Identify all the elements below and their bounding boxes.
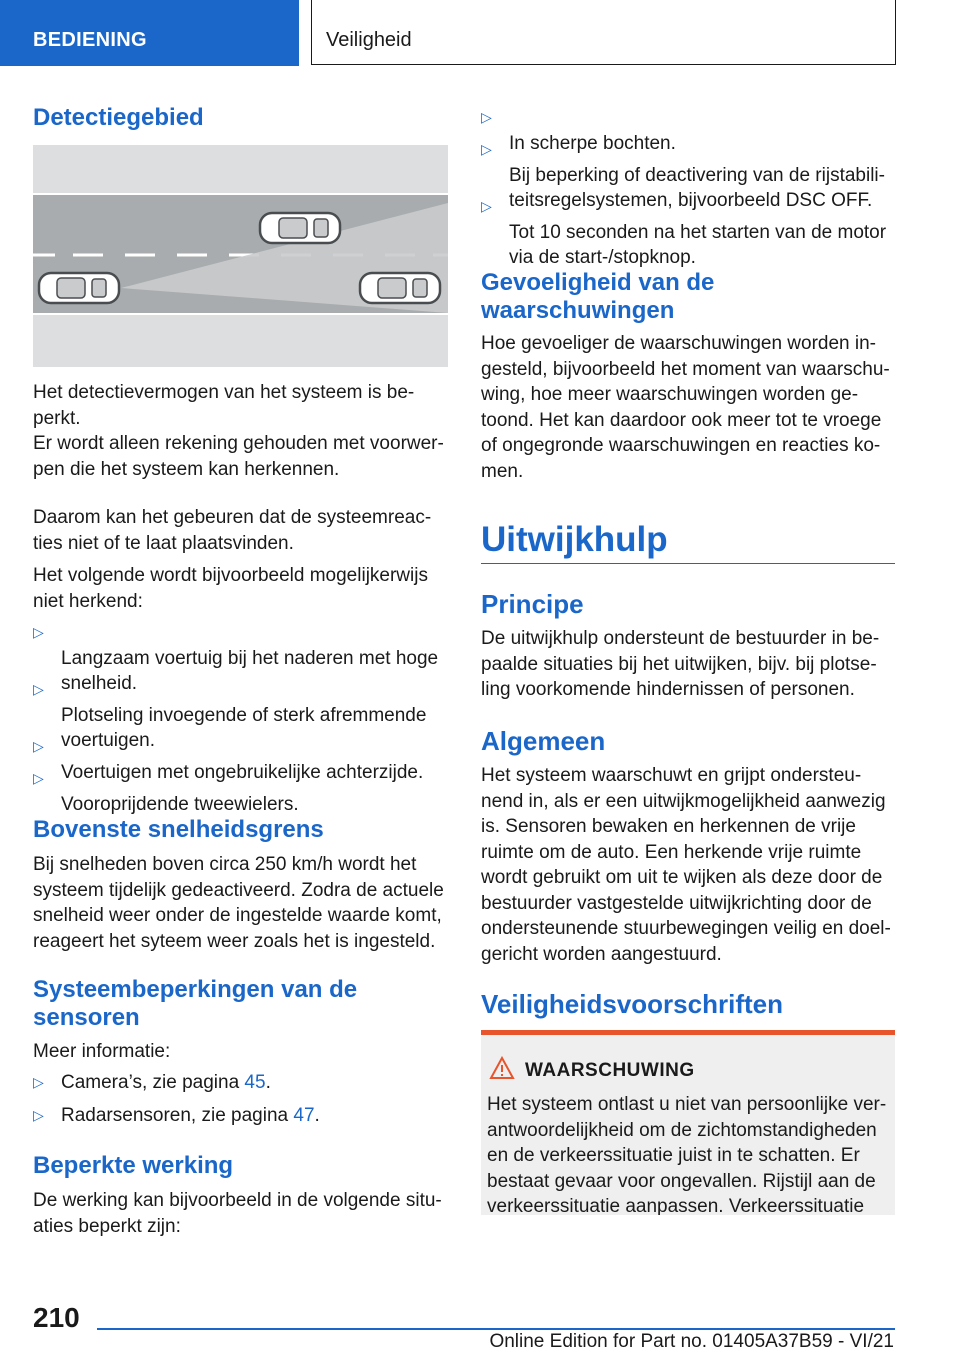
heading-rule bbox=[481, 563, 895, 564]
road-diagram bbox=[33, 145, 448, 367]
detection-area-illustration bbox=[33, 145, 448, 367]
limited-function-heading: Beperkte werking bbox=[33, 1152, 234, 1179]
paragraph-limited-function: De werking kan bijvoorbeeld in de volgende situ- aties beperkt zijn: bbox=[33, 1190, 442, 1237]
header-line bbox=[311, 64, 895, 65]
warning-triangle-icon bbox=[489, 1056, 515, 1080]
triangle-bullet-icon: ▷ bbox=[481, 109, 492, 125]
paragraph-not-recognized: Het volgende wordt bijvoorbeeld mogelijkerwijs niet herkend: bbox=[33, 565, 428, 612]
chapter-label: BEDIENING bbox=[33, 29, 147, 51]
list-item: ▷ Tot 10 seconden na het starten van de motor via de start-/stopknop. bbox=[481, 194, 923, 271]
header-divider bbox=[311, 0, 312, 64]
list-item: ▷ Bij beperking of deactivering van de rijstabili- teitsregelsystemen, bijvoorbeeld DSC OFF. bbox=[481, 137, 923, 214]
list-item: ▷ Radarsensoren, zie pagina 47. bbox=[33, 1103, 471, 1129]
detectiegebied-heading: Detectiegebied bbox=[33, 104, 204, 131]
paragraph-speed-limit: Bij snelheden boven circa 250 km/h wordt het systeem tijdelijk gedeactiveerd. Zodra de actuele snelheid weer onder de ingestelde waarde komt, reageert het syteem weer zoals het is ingesteld. bbox=[33, 854, 444, 952]
page-number: 210 bbox=[33, 1302, 80, 1333]
list-item: ▷ Vooroprijdende tweewielers. bbox=[33, 766, 471, 817]
triangle-bullet-icon: ▷ bbox=[481, 141, 492, 157]
warning-box bbox=[481, 1030, 895, 1215]
list-item: ▷ In scherpe bochten. bbox=[481, 105, 923, 156]
own-car-icon bbox=[39, 273, 119, 303]
list-item: ▷ Plotseling invoegende of sterk afremmende voertuigen. bbox=[33, 677, 471, 754]
paragraph-detection-limited: Het detectievermogen van het systeem is be- perkt. bbox=[33, 382, 415, 429]
page-link-47[interactable]: 47 bbox=[293, 1105, 315, 1126]
paragraph-sensitivity: Hoe gevoeliger de waarschuwingen worden in- gesteld, bijvoorbeeld het moment van waarschu- wing, hoe meer waarschuwingen worden ge- toond. Het kan daardoor ook meer tot te vroege of ongegronde waarschuwingen en reacties ko- men. bbox=[481, 333, 890, 482]
sensitivity-heading: Gevoeligheid van de waarschuwingen bbox=[481, 269, 715, 324]
car-ahead-icon bbox=[260, 213, 340, 243]
car-right-icon bbox=[360, 273, 440, 303]
triangle-bullet-icon: ▷ bbox=[33, 624, 44, 640]
page-link-45[interactable]: 45 bbox=[244, 1072, 266, 1093]
list-item: ▷ Langzaam voertuig bij het naderen met hoge snelheid. bbox=[33, 620, 471, 697]
header-right-border bbox=[895, 0, 896, 65]
warning-text: Het systeem ontlast u niet van persoonlijke ver- antwoordelijkheid om de zichtomstandigheden en de verkeerssituatie juist in te schatten. Er bestaat gevaar voor ongevallen. Rijstijl aan de verkeerssituatie aanpassen. Verkeerssituatie bbox=[487, 1094, 887, 1215]
warning-bar bbox=[481, 1030, 895, 1035]
list-item: ▷ Voertuigen met ongebruikelijke achterzijde. bbox=[33, 734, 471, 785]
warning-title: WAARSCHUWING bbox=[525, 1060, 695, 1081]
triangle-bullet-icon: ▷ bbox=[33, 1107, 44, 1123]
paragraph-more-info: Meer informatie: bbox=[33, 1041, 171, 1062]
paragraph-general: Het systeem waarschuwt en grijpt ondersteu- nend in, als er een uitwijkmogelijkheid aanwezig is. Sensoren bewaken en herkennen de vrije ruimte om de auto. Een herkende vrije ruimte wordt gebruikt om uit te wijken als deze door de bestuurder vastgestelde uitwijkrichting door de ondersteunende stuurbewegingen veilig en doel- gericht worden aangestuurd. bbox=[481, 765, 891, 965]
sensor-limits-heading: Systeembeperkingen van de sensoren bbox=[33, 976, 358, 1031]
triangle-bullet-icon: ▷ bbox=[481, 198, 492, 214]
footer-line bbox=[97, 1328, 895, 1330]
safety-heading: Veiligheidsvoorschriften bbox=[481, 989, 783, 1019]
principle-heading: Principe bbox=[481, 589, 584, 619]
paragraph-principle: De uitwijkhulp ondersteunt de bestuurder in be- paalde situaties bij het uitwijken, bijv. bij plotse- ling voorkomende hindernissen of personen. bbox=[481, 628, 880, 700]
speed-limit-heading: Bovenste snelheidsgrens bbox=[33, 816, 324, 843]
general-heading: Algemeen bbox=[481, 726, 606, 756]
triangle-bullet-icon: ▷ bbox=[33, 738, 44, 754]
triangle-bullet-icon: ▷ bbox=[33, 1074, 44, 1090]
paragraph-reactions: Daarom kan het gebeuren dat de systeemreac- ties niet of te laat plaatsvinden. bbox=[33, 507, 432, 554]
edition-text: Online Edition for Part no. 01405A37B59 - VI/21 bbox=[489, 1331, 894, 1352]
chapter-tab[interactable] bbox=[0, 0, 299, 66]
evasion-assist-heading: Uitwijkhulp bbox=[481, 520, 668, 559]
list-item: ▷ Camera’s, zie pagina 45. bbox=[33, 1070, 471, 1096]
triangle-bullet-icon: ▷ bbox=[33, 681, 44, 697]
paragraph-objects: Er wordt alleen rekening gehouden met voorwer- pen die het systeem kan herkennen. bbox=[33, 433, 444, 480]
triangle-bullet-icon: ▷ bbox=[33, 770, 44, 786]
section-title: Veiligheid bbox=[326, 29, 412, 51]
